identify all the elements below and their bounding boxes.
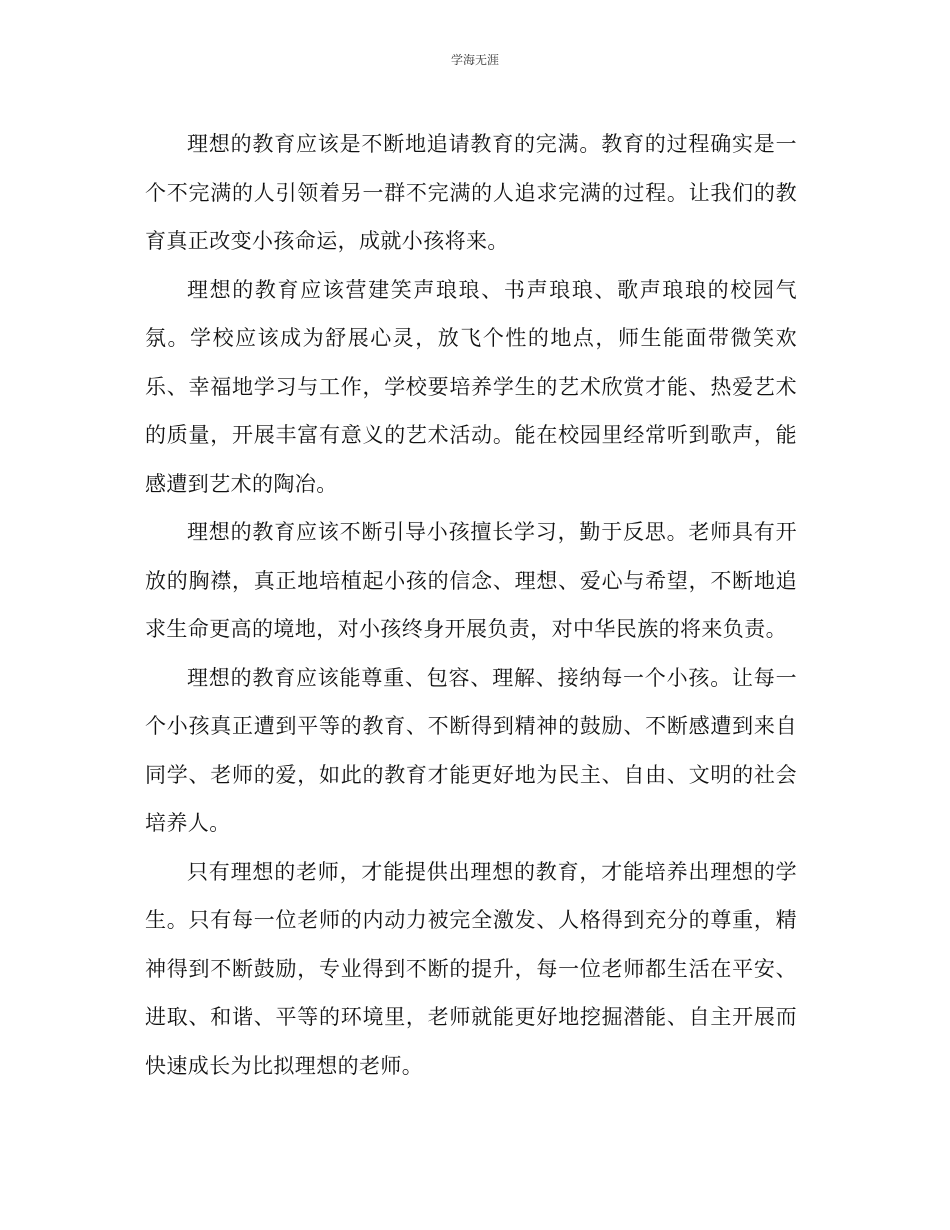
paragraph-2: 理想的教育应该营建笑声琅琅、书声琅琅、歌声琅琅的校园气氛。学校应该成为舒展心灵，放飞个性的地点，师生能面带微笑欢乐、幸福地学习与工作，学校要培养学生的艺术欣赏才能、热爱艺术的质量，开展丰富有意义的艺术活动。能在校园里经常听到歌声，能感遭到艺术的陶冶。 [145,277,797,496]
document-body [145,120,797,1090]
paragraph-4: 理想的教育应该能尊重、包容、理解、接纳每一个小孩。让每一个小孩真正遭到平等的教育、不断得到精神的鼓励、不断感遭到来自同学、老师的爱，如此的教育才能更好地为民主、自由、文明的社会培养人。 [145,665,797,835]
paragraph-3: 理想的教育应该不断引导小孩擅长学习，勤于反思。老师具有开放的胸襟，真正地培植起小孩的信念、理想、爱心与希望，不断地追求生命更高的境地，对小孩终身开展负责，对中华民族的将来负责。 [145,520,797,641]
page-header: 学海无涯 [450,53,499,67]
paragraph-5: 只有理想的老师，才能提供出理想的教育，才能培养出理想的学生。只有每一位老师的内动力被完全激发、人格得到充分的尊重，精神得到不断鼓励，专业得到不断的提升，每一位老师都生活在平安、进取、和谐、平等的环境里，老师就能更好地挖掘潜能、自主开展而快速成长为比拟理想的老师。 [145,859,797,1078]
paragraph-1: 理想的教育应该是不断地追请教育的完满。教育的过程确实是一个不完满的人引领着另一群不完满的人追求完满的过程。让我们的教育真正改变小孩命运，成就小孩将来。 [145,132,797,253]
